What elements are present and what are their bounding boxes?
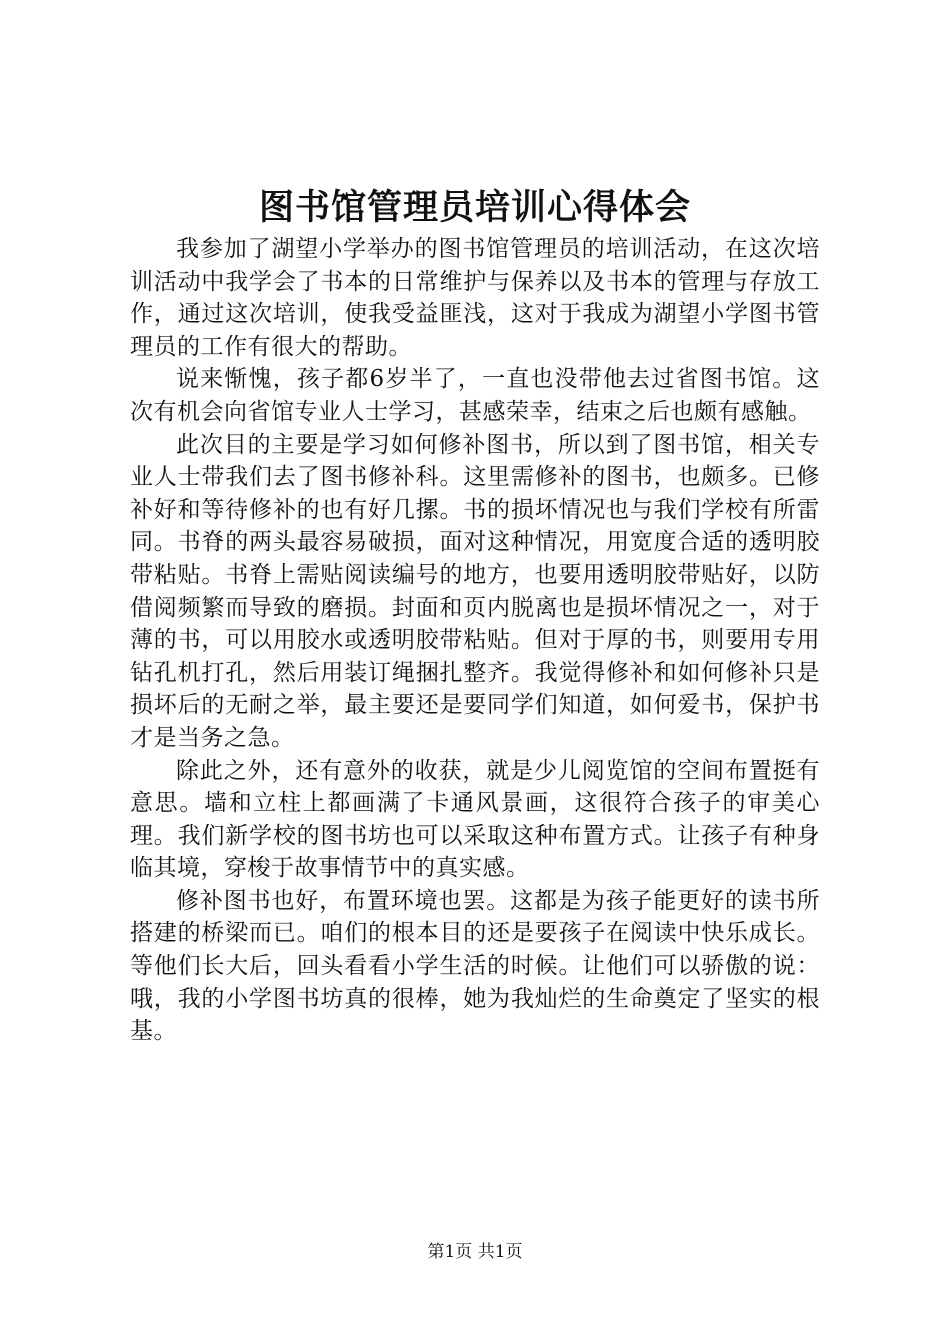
paragraph-4: 除此之外，还有意外的收获，就是少儿阅览馆的空间布置挺有意思。墙和立柱上都画满了卡通风景画，这很符合孩子的审美心理。我们新学校的图书坊也可以采取这种布置方式。让孩子有种身临其境，穿梭于故事情节中的真实感。 [130, 757, 820, 882]
paragraph-2: 说来惭愧，孩子都6岁半了，一直也没带他去过省图书馆。这次有机会向省馆专业人士学习，甚感荣幸，结束之后也颇有感触。 [130, 366, 820, 425]
document-title: 图书馆管理员培训心得体会 [258, 187, 691, 228]
page-footer: 第1页 共1页 [427, 1242, 523, 1262]
paragraph-5: 修补图书也好，布置环境也罢。这都是为孩子能更好的读书所搭建的桥梁而已。咱们的根本目的还是要孩子在阅读中快乐成长。等他们长大后，回头看看小学生活的时候。让他们可以骄傲的说：哦，我的小学图书坊真的很棒，她为我灿烂的生命奠定了坚实的根基。 [130, 887, 820, 1045]
paragraph-3: 此次目的主要是学习如何修补图书，所以到了图书馆，相关专业人士带我们去了图书修补科。这里需修补的图书，也颇多。已修补好和等待修补的也有好几摞。书的损坏情况也与我们学校有所雷同。书脊的两头最容易破损，面对这种情况，用宽度合适的透明胶带粘贴。书脊上需贴阅读编号的地方，也要用透明胶带贴好，以防借阅频繁而导致的磨损。封面和页内脱离也是损坏情况之一，对于薄的书，可以用胶水或透明胶带粘贴。但对于厚的书，则要用专用钻孔机打孔，然后用装订绳捆扎整齐。我觉得修补和如何修补只是损坏后的无耐之举，最主要还是要同学们知道，如何爱书，保护书才是当务之急。 [130, 431, 820, 751]
document-body [130, 233, 820, 1048]
paragraph-1: 我参加了湖望小学举办的图书馆管理员的培训活动，在这次培训活动中我学会了书本的日常维护与保养以及书本的管理与存放工作，通过这次培训，使我受益匪浅，这对于我成为湖望小学图书管理员的工作有很大的帮助。 [130, 236, 820, 360]
